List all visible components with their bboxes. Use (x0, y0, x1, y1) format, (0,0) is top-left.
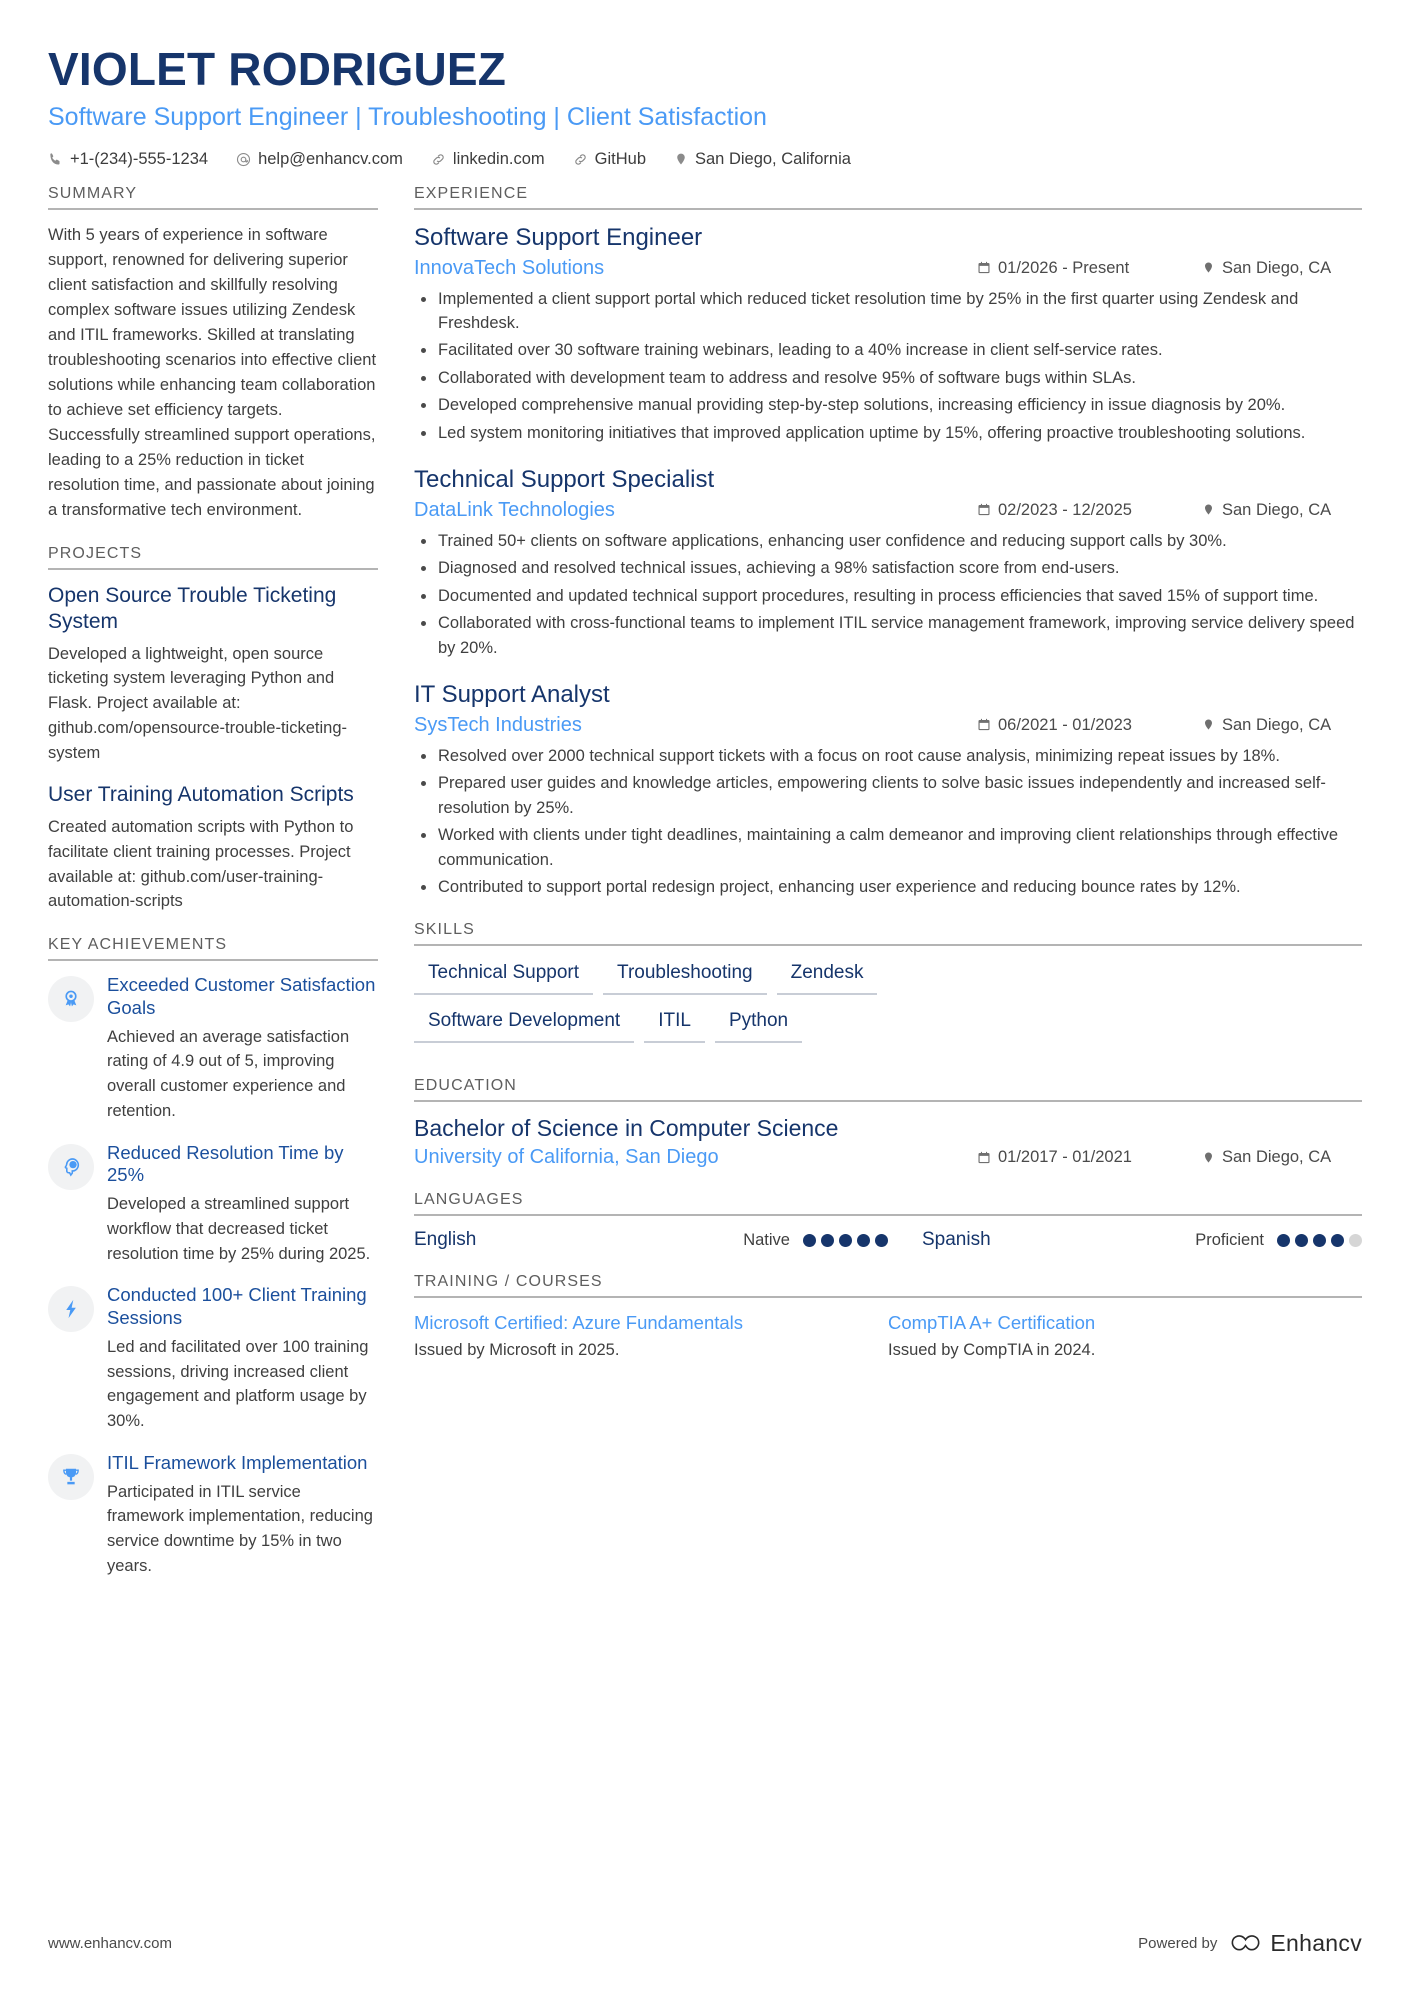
achievements-heading: KEY ACHIEVEMENTS (48, 936, 378, 961)
job-company[interactable]: InnovaTech Solutions (414, 256, 605, 279)
head-idea-icon (48, 1144, 94, 1190)
job-bullet: Collaborated with cross-functional teams to implement ITIL service management framework, improving service delivery speed by 20%. (414, 611, 1362, 660)
project-item (48, 583, 378, 765)
contact-linkedin-text: linkedin.com (452, 149, 545, 168)
job-dates (977, 716, 1202, 735)
job-dates-text: 06/2021 - 01/2023 (998, 715, 1132, 734)
job-bullet: Documented and updated technical support procedures, resulting in process efficiencies that saved 15% of support time. (414, 584, 1362, 608)
skill-chip: Troubleshooting (603, 959, 767, 995)
calendar-icon (977, 503, 991, 517)
skill-chip: ITIL (644, 1007, 705, 1043)
enhancv-wordmark: Enhancv (1270, 1930, 1362, 1956)
achievement-body (107, 1142, 378, 1267)
right-column (414, 185, 1362, 1385)
job-dates (977, 259, 1202, 278)
proficiency-dot (875, 1234, 888, 1247)
enhancv-logo (1229, 1930, 1362, 1957)
phone-icon (48, 152, 63, 167)
experience-item (414, 680, 1362, 899)
powered-by-label: Powered by (1138, 1935, 1218, 1952)
email-icon (236, 152, 251, 167)
contact-phone-text: +1-(234)-555-1234 (70, 149, 209, 168)
job-location-text: San Diego, CA (1222, 500, 1332, 519)
calendar-icon (977, 718, 991, 732)
proficiency-dot (1313, 1234, 1326, 1247)
training-title[interactable]: CompTIA A+ Certification (888, 1312, 1096, 1334)
job-bullets (414, 287, 1362, 445)
languages-heading: LANGUAGES (414, 1191, 1362, 1216)
job-bullet: Developed comprehensive manual providing step-by-step solutions, increasing efficiency in issue diagnosis by 20%. (414, 393, 1362, 417)
achievement-body (107, 1452, 378, 1579)
proficiency-dot (857, 1234, 870, 1247)
left-column (48, 185, 378, 1601)
training-item (414, 1311, 888, 1362)
job-title: Technical Support Specialist (414, 465, 715, 493)
summary-text: With 5 years of experience in software support, renowned for delivering superior client satisfaction and skillfully resolving complex software issues utilizing Zendesk and ITIL frameworks. Skilled at translating troubleshooting scenarios into effective client solutions while enhancing team collaboration to achieve set efficiency targets. Successfully streamlined support operations, leading to a 25% reduction in ticket resolution time, and passionate about joining a transformative tech environment. (48, 225, 377, 520)
project-description: Developed a lightweight, open source ticketing system leveraging Python and Flask. Project available at: github.com/opensource-trouble-ticketing-system (48, 644, 347, 762)
contact-phone[interactable] (48, 150, 208, 169)
job-dates-text: 02/2023 - 12/2025 (998, 500, 1132, 519)
experience-heading: EXPERIENCE (414, 185, 1362, 210)
location-pin-icon (1202, 1151, 1215, 1165)
achievement-description: Participated in ITIL service framework implementation, reducing service downtime by 15% in two years. (107, 1482, 373, 1575)
education-school[interactable]: University of California, San Diego (414, 1146, 719, 1169)
job-bullet: Implemented a client support portal which reduced ticket resolution time by 25% in the first quarter using Zendesk and Freshdesk. (414, 287, 1362, 336)
languages-list (414, 1229, 1362, 1251)
proficiency-dot (821, 1234, 834, 1247)
experience-item (414, 465, 1362, 660)
job-company[interactable]: DataLink Technologies (414, 498, 615, 521)
training-description: Issued by Microsoft in 2025. (414, 1340, 620, 1359)
resume-body (48, 185, 1362, 1601)
job-company[interactable]: SysTech Industries (414, 713, 582, 736)
proficiency-dot (1331, 1234, 1344, 1247)
skill-chip: Software Development (414, 1007, 634, 1043)
achievement-item (48, 1284, 378, 1434)
skill-chip: Zendesk (777, 959, 878, 995)
job-bullet: Resolved over 2000 technical support tickets with a focus on root cause analysis, minimizing repeat issues by 18%. (414, 744, 1362, 768)
lightning-bolt-icon (48, 1286, 94, 1332)
contact-location (674, 150, 851, 169)
achievement-description: Led and facilitated over 100 training sessions, driving increased client engagement and platform usage by 30%. (107, 1337, 369, 1431)
education-heading: EDUCATION (414, 1077, 1362, 1102)
job-bullets (414, 529, 1362, 660)
language-proficiency-dots (803, 1234, 888, 1247)
contact-github[interactable] (573, 150, 646, 169)
education-item (414, 1115, 1362, 1169)
job-location (1202, 716, 1362, 735)
language-item (414, 1229, 888, 1251)
contact-row (48, 150, 1362, 169)
calendar-icon (977, 261, 991, 275)
proficiency-dot (1277, 1234, 1290, 1247)
job-dates (977, 501, 1202, 520)
achievement-title: ITIL Framework Implementation (107, 1451, 368, 1473)
training-item (888, 1311, 1362, 1362)
summary-section (48, 185, 378, 524)
proficiency-dot (839, 1234, 852, 1247)
experience-item (414, 223, 1362, 445)
achievement-title: Exceeded Customer Satisfaction Goals (107, 974, 376, 1018)
achievement-item (48, 1452, 378, 1579)
proficiency-dot (803, 1234, 816, 1247)
education-degree: Bachelor of Science in Computer Science (414, 1115, 839, 1142)
location-pin-icon (1202, 261, 1215, 275)
job-bullet: Trained 50+ clients on software applications, enhancing user confidence and reducing support calls by 30%. (414, 529, 1362, 553)
candidate-headline: Software Support Engineer | Troubleshooting | Client Satisfaction (48, 102, 767, 131)
trophy-icon (48, 1454, 94, 1500)
resume-header (48, 44, 1362, 169)
language-level: Native (743, 1230, 790, 1249)
language-proficiency-dots (1277, 1234, 1362, 1247)
training-section (414, 1273, 1362, 1362)
award-medal-icon (48, 976, 94, 1022)
education-section (414, 1077, 1362, 1169)
skill-chip: Technical Support (414, 959, 593, 995)
proficiency-dot (1295, 1234, 1308, 1247)
footer-branding (1138, 1930, 1362, 1957)
job-location (1202, 259, 1362, 278)
projects-heading: PROJECTS (48, 545, 378, 570)
proficiency-dot-empty (1349, 1234, 1362, 1247)
job-meta (414, 714, 1362, 737)
training-description: Issued by CompTIA in 2024. (888, 1340, 1096, 1359)
language-item (888, 1229, 1362, 1251)
achievement-item (48, 1142, 378, 1267)
education-location-text: San Diego, CA (1222, 1148, 1332, 1167)
training-title[interactable]: Microsoft Certified: Azure Fundamentals (414, 1312, 744, 1334)
job-location (1202, 501, 1362, 520)
achievement-title: Conducted 100+ Client Training Sessions (107, 1284, 367, 1329)
achievement-body (107, 1284, 378, 1434)
skill-chip: Python (715, 1007, 802, 1043)
contact-linkedin[interactable] (431, 150, 545, 169)
link-icon (431, 152, 446, 167)
job-bullet: Diagnosed and resolved technical issues, achieving a 98% satisfaction score from end-users. (414, 556, 1362, 580)
job-bullet: Prepared user guides and knowledge articles, empowering clients to solve basic issues independently and increased self-resolution by 25%. (414, 771, 1362, 820)
contact-email[interactable] (236, 150, 403, 169)
job-location-text: San Diego, CA (1222, 715, 1332, 734)
projects-section (48, 545, 378, 914)
training-heading: TRAINING / COURSES (414, 1273, 1362, 1298)
job-bullets (414, 744, 1362, 899)
link-icon (573, 152, 588, 167)
project-description: Created automation scripts with Python to facilitate client training processes. Project available at: github.com/user-training-automation-scripts (48, 818, 354, 911)
location-pin-icon (674, 152, 688, 167)
project-title[interactable]: Open Source Trouble Ticketing System (48, 584, 337, 634)
experience-section (414, 185, 1362, 900)
location-pin-icon (1202, 503, 1215, 517)
footer-website[interactable]: www.enhancv.com (48, 1935, 172, 1952)
achievement-item (48, 974, 378, 1124)
job-meta (414, 257, 1362, 280)
achievement-description: Developed a streamlined support workflow that decreased ticket resolution time by 25% during 2025. (107, 1195, 371, 1263)
calendar-icon (977, 1151, 991, 1165)
job-dates-text: 01/2026 - Present (998, 258, 1130, 277)
job-meta (414, 499, 1362, 522)
contact-location-text: San Diego, California (695, 149, 851, 168)
location-pin-icon (1202, 718, 1215, 732)
achievement-title: Reduced Resolution Time by 25% (107, 1141, 344, 1186)
education-location (1202, 1148, 1362, 1167)
job-title: IT Support Analyst (414, 680, 610, 708)
contact-github-text: GitHub (594, 149, 646, 168)
language-name: English (414, 1229, 477, 1251)
enhancv-mark-icon (1229, 1932, 1263, 1956)
job-bullet: Contributed to support portal redesign project, enhancing user experience and reducing bounce rates by 12%. (414, 875, 1362, 899)
job-bullet: Collaborated with development team to address and resolve 95% of software bugs within SLAs. (414, 366, 1362, 390)
project-item (48, 782, 378, 914)
job-title: Software Support Engineer (414, 223, 703, 251)
job-location-text: San Diego, CA (1222, 258, 1332, 277)
skills-section (414, 921, 1362, 1055)
language-name: Spanish (922, 1229, 991, 1251)
page-footer (48, 1930, 1362, 1957)
training-list (414, 1311, 1362, 1362)
language-level: Proficient (1195, 1230, 1264, 1249)
education-dates (977, 1148, 1202, 1167)
languages-section (414, 1191, 1362, 1251)
achievement-body (107, 974, 378, 1124)
job-bullet: Facilitated over 30 software training webinars, leading to a 40% increase in client self-service rates. (414, 338, 1362, 362)
summary-heading: SUMMARY (48, 185, 378, 210)
project-title[interactable]: User Training Automation Scripts (48, 783, 354, 807)
contact-email-text: help@enhancv.com (258, 149, 403, 168)
job-bullet: Led system monitoring initiatives that improved application uptime by 15%, offering proactive troubleshooting solutions. (414, 421, 1362, 445)
education-dates-text: 01/2017 - 01/2021 (998, 1148, 1132, 1167)
job-bullet: Worked with clients under tight deadlines, maintaining a calm demeanor and improving client relationships through effective communication. (414, 823, 1362, 872)
education-meta (414, 1146, 1362, 1169)
achievement-description: Achieved an average satisfaction rating of 4.9 out of 5, improving overall customer experience and retention. (107, 1027, 350, 1120)
skills-list (414, 959, 1362, 1055)
candidate-name: VIOLET RODRIGUEZ (48, 43, 507, 95)
skills-heading: SKILLS (414, 921, 1362, 946)
achievements-section (48, 936, 378, 1579)
